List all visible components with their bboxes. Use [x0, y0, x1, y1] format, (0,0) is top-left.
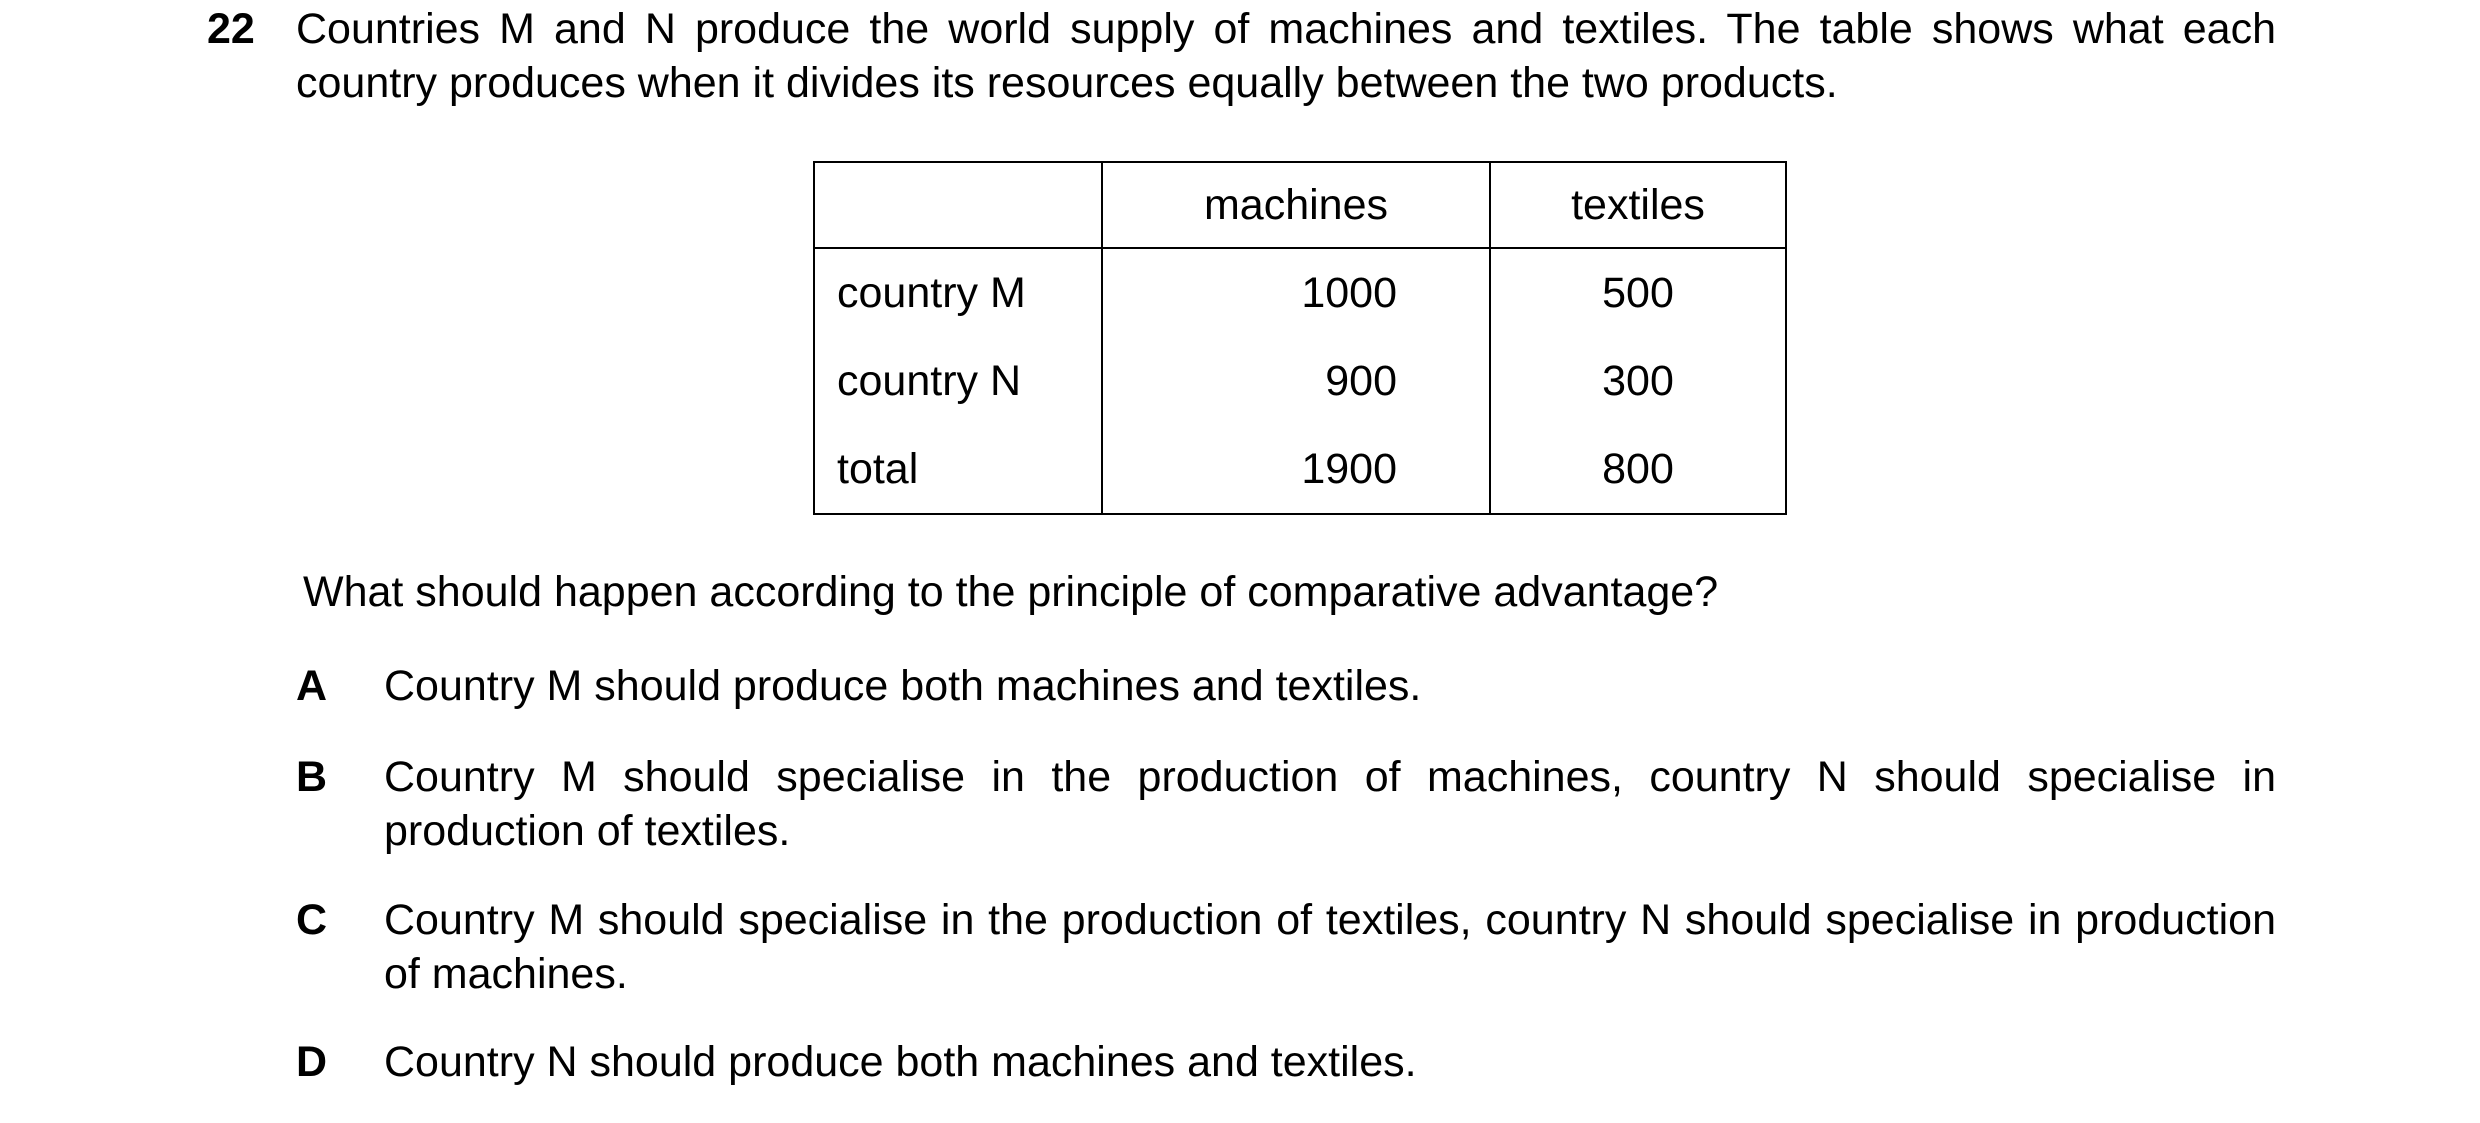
- option-text: Country M should specialise in the production of textiles, country N should specialise in production of machines.: [384, 896, 2276, 998]
- production-table: [813, 161, 1787, 515]
- table-row: [814, 425, 1786, 514]
- row-label: total: [814, 425, 1102, 514]
- machines-value: 1900: [1102, 425, 1490, 514]
- option-letter: D: [296, 1038, 328, 1086]
- table-header-machines: machines: [1102, 162, 1490, 248]
- table-row: [814, 248, 1786, 337]
- textiles-value: 500: [1490, 248, 1786, 337]
- option-letter: C: [296, 896, 328, 944]
- table-header-row: [814, 162, 1786, 248]
- row-label: country N: [814, 337, 1102, 425]
- option-letter: B: [296, 753, 328, 801]
- textiles-value: 300: [1490, 337, 1786, 425]
- table-header-empty: [814, 162, 1102, 248]
- machines-value: 900: [1102, 337, 1490, 425]
- table-row: [814, 337, 1786, 425]
- option-letter: A: [296, 662, 328, 710]
- option-text: Country N should produce both machines and textiles.: [384, 1038, 1417, 1086]
- row-label: country M: [814, 248, 1102, 337]
- textiles-value: 800: [1490, 425, 1786, 514]
- option-text: Country M should specialise in the production of machines, country N should specialise in production of textiles.: [384, 753, 2276, 855]
- option-text: Country M should produce both machines and textiles.: [384, 662, 1422, 710]
- table-header-textiles: textiles: [1490, 162, 1786, 248]
- question-prompt: What should happen according to the principle of comparative advantage?: [303, 568, 1719, 616]
- question-number: 22: [207, 5, 255, 53]
- machines-value: 1000: [1102, 248, 1490, 337]
- question-stem: Countries M and N produce the world supply of machines and textiles. The table shows what each country produces when it divides its resources equally between the two products.: [296, 5, 2276, 107]
